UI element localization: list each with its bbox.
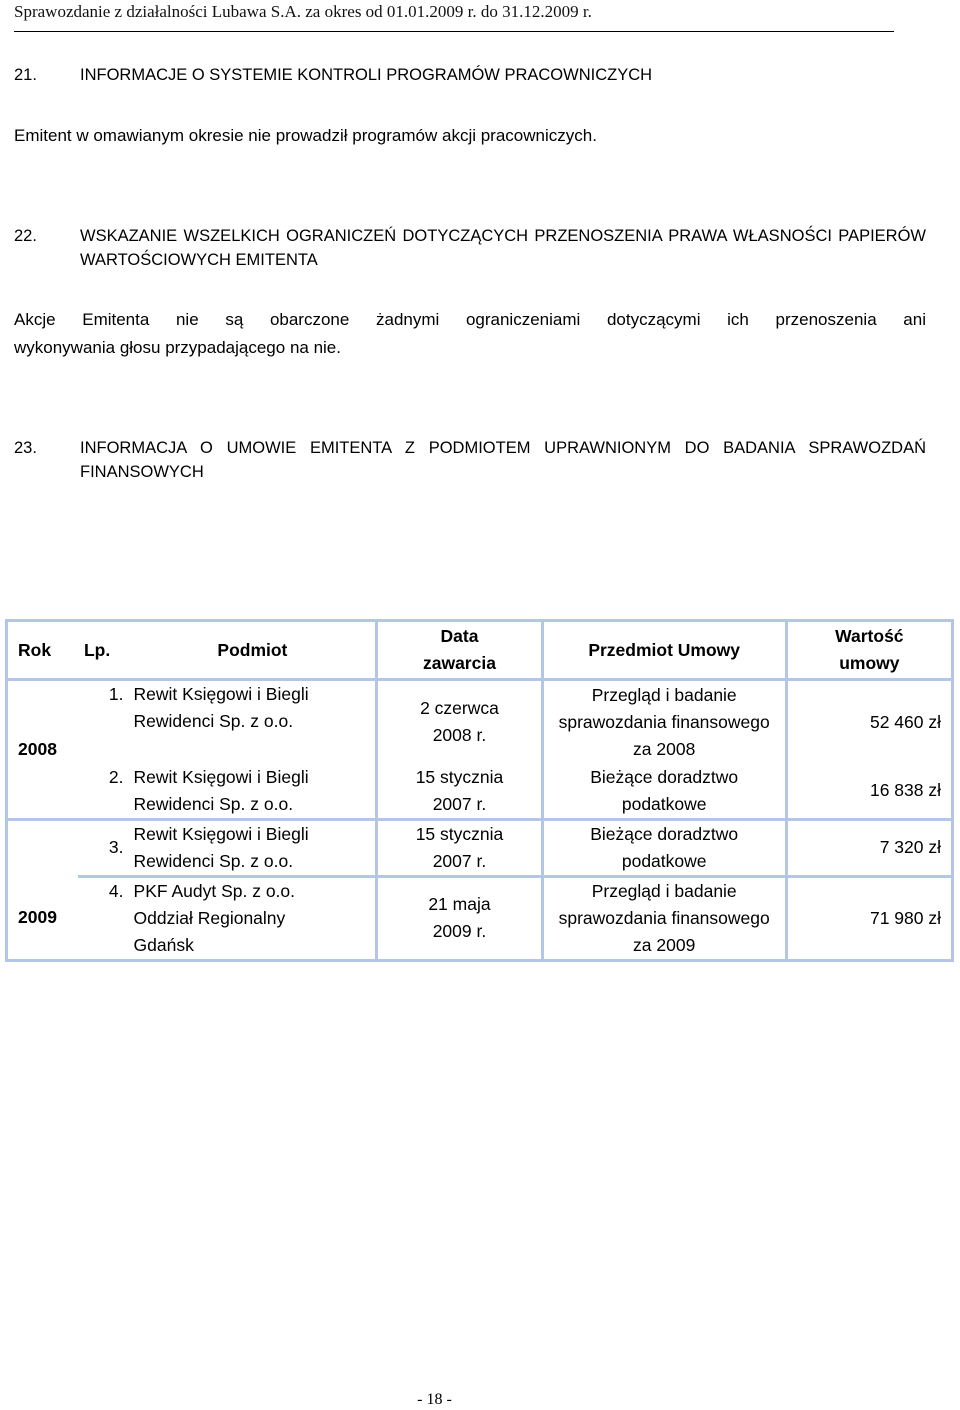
przedmiot-cell xyxy=(542,764,786,820)
data-line: 2007 r. xyxy=(432,793,487,814)
przedmiot-cell xyxy=(542,680,786,764)
table-row xyxy=(7,819,953,876)
podmiot-line: Rewit Księgowi i Biegli xyxy=(133,823,309,844)
section-23-heading xyxy=(14,436,926,484)
header-line: umowy xyxy=(839,653,900,673)
podmiot-line: Gdańsk xyxy=(133,934,194,955)
przedmiot-line: podatkowe xyxy=(621,793,707,814)
podmiot-cell xyxy=(130,819,377,876)
lp-cell: 1. xyxy=(108,684,124,704)
data-line: 21 maja xyxy=(428,894,491,914)
przedmiot-cell xyxy=(542,819,786,876)
col-header-lp: Lp. xyxy=(78,621,130,680)
przedmiot-cell xyxy=(542,876,786,960)
section-number: 23. xyxy=(14,439,37,457)
wartosc-cell: 52 460 zł xyxy=(786,680,952,764)
wartosc-cell: 71 980 zł xyxy=(786,876,952,960)
section-title: INFORMACJA O UMOWIE EMITENTA Z PODMIOTEM UPRAWNIONYM DO BADANIA SPRAWOZDAŃ FINANSOWYCH xyxy=(80,439,926,481)
data-line: 2007 r. xyxy=(432,850,487,871)
przedmiot-line: Przegląd i badanie xyxy=(591,880,737,901)
przedmiot-line: sprawozdania finansowego xyxy=(558,711,770,732)
table-row xyxy=(7,680,953,764)
section-title: INFORMACJE O SYSTEMIE KONTROLI PROGRAMÓW PRACOWNICZYCH xyxy=(80,66,653,84)
section-number: 22. xyxy=(14,227,37,245)
data-cell xyxy=(377,764,542,820)
podmiot-line: Rewidenci Sp. z o.o. xyxy=(133,850,294,871)
page-number: - 18 - xyxy=(417,1391,452,1408)
przedmiot-line: podatkowe xyxy=(621,850,707,871)
podmiot-line: PKF Audyt Sp. z o.o. xyxy=(133,880,296,901)
table-header-row xyxy=(7,621,953,680)
header-line: Data xyxy=(440,626,479,646)
wartosc-cell: 16 838 zł xyxy=(786,764,952,820)
page-header: Sprawozdanie z działalności Lubawa S.A. za okres od 01.01.2009 r. do 31.12.2009 r. xyxy=(14,2,592,21)
data-line: 2 czerwca xyxy=(420,698,499,719)
podmiot-line: Oddział Regionalny xyxy=(133,907,286,928)
col-header-podmiot: Podmiot xyxy=(130,621,377,680)
table-row xyxy=(7,764,953,820)
przedmiot-line: za 2008 xyxy=(633,738,696,759)
przedmiot-line: sprawozdania finansowego xyxy=(558,907,770,928)
year-cell: 2008 xyxy=(18,738,57,759)
auditor-contracts-table xyxy=(5,619,954,962)
data-line: 2008 r. xyxy=(432,725,487,746)
lp-cell: 2. xyxy=(108,766,124,787)
data-line: 15 stycznia xyxy=(415,823,504,844)
przedmiot-line: za 2009 xyxy=(633,934,696,955)
data-cell xyxy=(377,680,542,764)
data-cell xyxy=(377,876,542,960)
body-line: Akcje Emitenta nie są obarczone żadnymi ograniczeniami dotyczącymi ich przenoszenia ani xyxy=(14,310,926,329)
data-cell xyxy=(377,819,542,876)
col-header-wartosc xyxy=(786,621,952,680)
podmiot-line: Rewidenci Sp. z o.o. xyxy=(133,711,294,731)
year-cell: 2009 xyxy=(7,819,78,960)
body-line: wykonywania głosu przypadającego na nie. xyxy=(14,338,341,357)
section-22-body xyxy=(14,306,926,362)
przedmiot-line: Bieżące doradztwo xyxy=(590,766,739,787)
section-21-body: Emitent w omawianym okresie nie prowadził programów akcji pracowniczych. xyxy=(14,126,597,145)
header-rule xyxy=(14,31,894,32)
przedmiot-line: Przegląd i badanie xyxy=(591,684,737,705)
section-22-heading xyxy=(14,224,926,272)
podmiot-line: Rewit Księgowi i Biegli xyxy=(133,684,309,704)
podmiot-cell xyxy=(130,764,377,820)
section-number: 21. xyxy=(14,66,37,84)
header-line: zawarcia xyxy=(422,653,496,673)
col-header-przedmiot: Przedmiot Umowy xyxy=(542,621,786,680)
data-line: 2009 r. xyxy=(432,921,487,941)
podmiot-cell xyxy=(130,876,377,960)
table-row xyxy=(7,876,953,960)
col-header-rok: Rok xyxy=(7,621,78,680)
przedmiot-line: Bieżące doradztwo xyxy=(590,823,739,844)
section-title: WSKAZANIE WSZELKICH OGRANICZEŃ DOTYCZĄCYCH PRZENOSZENIA PRAWA WŁASNOŚCI PAPIERÓW WARTOŚCIOWYCH EMITENTA xyxy=(80,227,926,269)
section-21-heading xyxy=(14,63,926,87)
lp-cell: 3. xyxy=(78,819,130,876)
col-header-data xyxy=(377,621,542,680)
lp-cell: 4. xyxy=(78,876,130,960)
podmiot-line: Rewit Księgowi i Biegli xyxy=(133,766,309,787)
wartosc-cell: 7 320 zł xyxy=(786,819,952,876)
data-line: 15 stycznia xyxy=(415,766,504,787)
header-line: Wartość xyxy=(835,626,904,646)
podmiot-cell xyxy=(130,680,377,764)
podmiot-line: Rewidenci Sp. z o.o. xyxy=(133,793,294,814)
